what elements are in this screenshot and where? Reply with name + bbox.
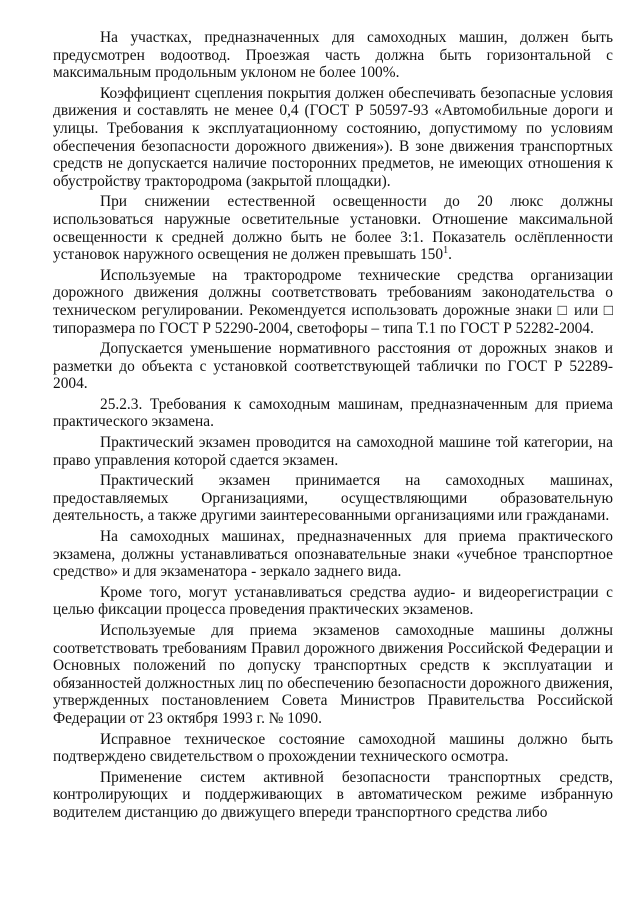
section-heading-25-2-3: 25.2.3. Требования к самоходным машинам, предназначенным для приема практического экзамена. xyxy=(53,395,613,431)
paragraph-lighting-tail: . xyxy=(448,246,452,264)
paragraph-lighting xyxy=(53,193,613,263)
paragraph-recording: Кроме того, могут устанавливаться средства аудио- и видеорегистрации с целью фиксации процесса проведения практических экзаменов. xyxy=(53,583,613,619)
document-page xyxy=(53,29,613,822)
paragraph-exam-category: Практический экзамен проводится на самоходной машине той категории, на право управления которой сдается экзамен. xyxy=(53,434,613,469)
paragraph-sign-distance: Допускается уменьшение нормативного расстояния от дорожных знаков и разметки до объекта с установкой соответствующей таблички по ГОСТ Р 52289-2004. xyxy=(53,340,613,393)
paragraph-traffic-rules: Используемые для приема экзаменов самоходные машины должны соответствовать требованиям Правил дорожного движения Российской Федерации и Основных положений по допуску транспортных средств к эксплуатации и обязанностей должностных лиц по обеспечению безопасности дорожного движения, утвержденных постановлением Совета Министров Правительства Российской Федерации от 23 октября 1993 г. № 1090. xyxy=(53,622,613,727)
paragraph-drainage: На участках, предназначенных для самоходных машин, должен быть предусмотрен водоотвод. Проезжая часть должна быть горизонтальной с максимальным продольным уклоном не более 100%. xyxy=(53,29,613,82)
paragraph-identification-signs: На самоходных машинах, предназначенных для приема практического экзамена, должны устанавливаться опознавательные знаки «учебное транспортное средство» и для экзаменатора - зеркало заднего вида. xyxy=(53,528,613,581)
paragraph-grip-coefficient: Коэффициент сцепления покрытия должен обеспечивать безопасные условия движения и составлять не менее 0,4 (ГОСТ Р 50597-93 «Автомобильные дороги и улицы. Требования к эксплуатационному состоянию, допустимому по условиям обеспечения безопасности дорожного движения»). В зоне движения транспортных средств не допускается наличие посторонних предметов, не имеющих отношения к обустройству трактородрома (закрытой площадки). xyxy=(53,84,613,190)
paragraph-lighting-text: При снижении естественной освещенности до 20 люкс должны использоваться наружные осветительные установки. Отношение максимальной освещенности к средней должно быть не более 3:1. Показатель ослёпленности установок наружного освещения не должен превышать 150 xyxy=(53,193,613,264)
paragraph-technical-condition: Исправное техническое состояние самоходной машины должно быть подтверждено свидетельством о прохождении технического осмотра. xyxy=(53,730,613,766)
paragraph-active-safety: Применение систем активной безопасности транспортных средств, контролирующих и поддерживающих в автоматическом режиме избранную водителем дистанцию до движущего впереди транспортного средства либо xyxy=(53,768,613,821)
paragraph-exam-machines: Практический экзамен принимается на самоходных машинах, предоставляемых Организациями, осуществляющими образовательную деятельность, а также другими заинтересованными организациями или гражданами. xyxy=(53,472,613,525)
paragraph-traffic-control: Используемые на трактородроме технические средства организации дорожного движения должны соответствовать требованиям законодательства о техническом регулировании. Рекомендуется использовать дорожные знаки □ или □ типоразмера по ГОСТ Р 52290-2004, светофоры – типа Т.1 по ГОСТ Р 52282-2004. xyxy=(53,266,613,337)
footnote-marker: 1 xyxy=(443,245,449,256)
